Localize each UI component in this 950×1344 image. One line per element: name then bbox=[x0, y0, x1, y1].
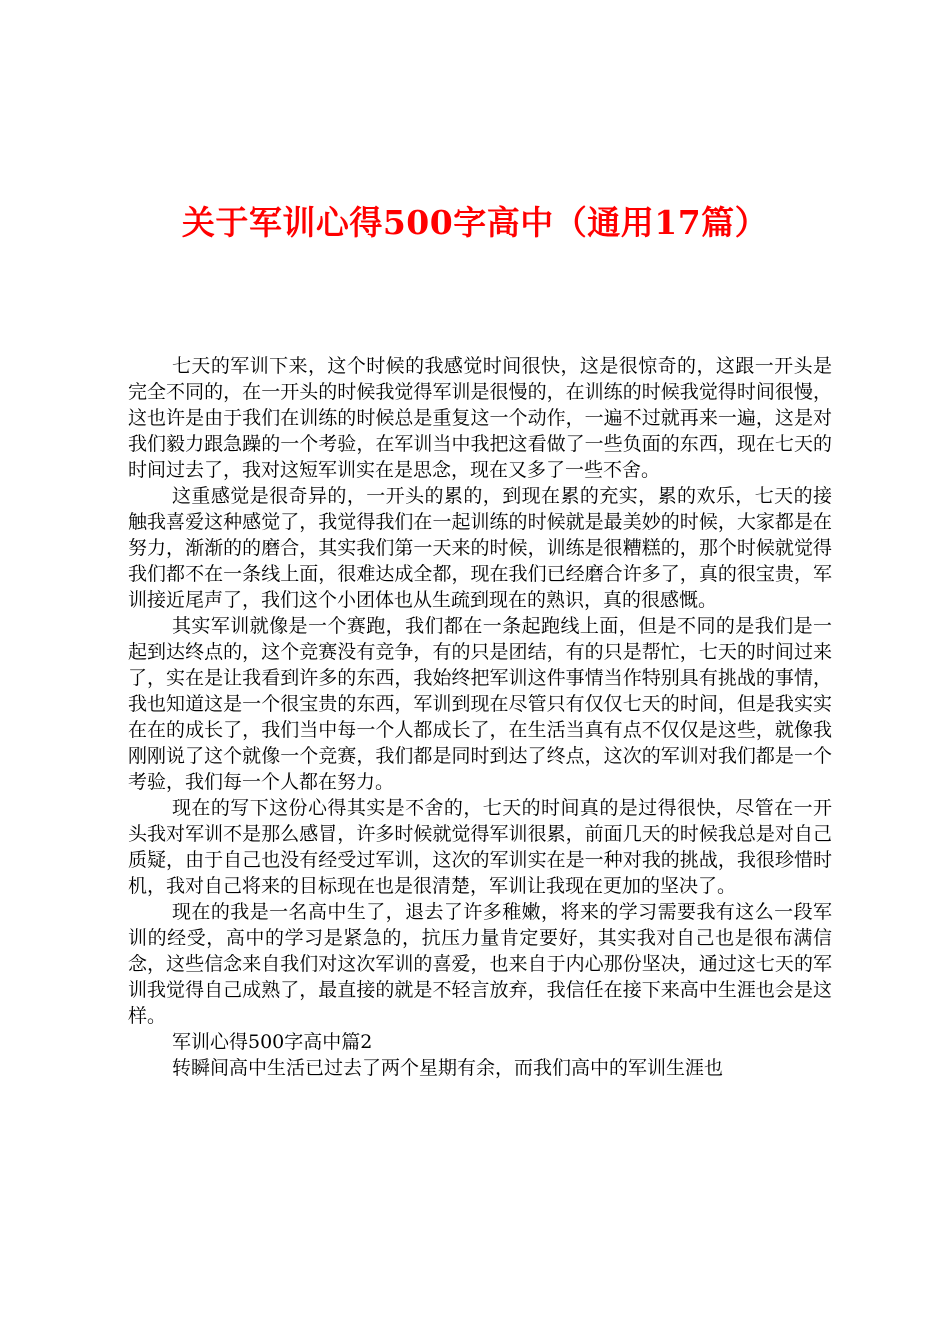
paragraph: 七天的军训下来，这个时候的我感觉时间很快，这是很惊奇的，这跟一开头是完全不同的，在一开头的时候我觉得军训是很慢的，在训练的时候我觉得时间很慢，这也许是由于我们在训练的时候总是重复这一个动作，一遍不过就再来一遍，这是对我们毅力跟急躁的一个考验，在军训当中我把这看做了一些负面的东西，现在七天的时间过去了，我对这短军训实在是思念，现在又多了一些不舍。 bbox=[128, 355, 832, 481]
document-body bbox=[128, 353, 832, 1081]
paragraph: 其实军训就像是一个赛跑，我们都在一条起跑线上面，但是不同的是我们是一起到达终点的，这个竞赛没有竞争，有的只是团结，有的只是帮忙，七天的时间过来了，实在是让我看到许多的东西，我始终把军训这件事情当作特别具有挑战的事情，我也知道这是一个很宝贵的东西，军训到现在尽管只有仅仅七天的时间，但是我实实在在的成长了，我们当中每一个人都成长了，在生活当真有点不仅仅是这些，就像我刚刚说了这个就像一个竞赛，我们都是同时到达了终点，这次的军训对我们都是一个考验，我们每一个人都在努力。 bbox=[128, 615, 832, 793]
paragraph: 转瞬间高中生活已过去了两个星期有余，而我们高中的军训生涯也 bbox=[172, 1057, 724, 1079]
document-title: 关于军训心得500字高中（通用17篇） bbox=[181, 203, 769, 242]
paragraph: 这重感觉是很奇异的，一开头的累的，到现在累的充实，累的欢乐，七天的接触我喜爱这种感觉了，我觉得我们在一起训练的时候就是最美妙的时候，大家都是在努力，渐渐的的磨合，其实我们第一天来的时候，训练是很糟糕的，那个时候就觉得我们都不在一条线上面，很难达成全都，现在我们已经磨合许多了，真的很宝贵，军训接近尾声了，我们这个小团体也从生疏到现在的熟识，真的很感慨。 bbox=[128, 485, 832, 611]
paragraph: 现在的我是一名高中生了，退去了许多稚嫩，将来的学习需要我有这么一段军训的经受，高中的学习是紧急的，抗压力量肯定要好，其实我对自己也是很布满信念，这些信念来自我们对这次军训的喜爱，也来自于内心那份坚决，通过这七天的军训我觉得自己成熟了，最直接的就是不轻言放弃，我信任在接下来高中生涯也会是这样。 bbox=[128, 901, 832, 1027]
paragraph: 现在的写下这份心得其实是不舍的，七天的时间真的是过得很快，尽管在一开头我对军训不是那么感冒，许多时候就觉得军训很累，前面几天的时候我总是对自己质疑，由于自己也没有经受过军训，这次的军训实在是一种对我的挑战，我很珍惜时机，我对自己将来的目标现在也是很清楚，军训让我现在更加的坚决了。 bbox=[128, 797, 832, 897]
section-heading: 军训心得500字高中篇2 bbox=[172, 1031, 373, 1053]
